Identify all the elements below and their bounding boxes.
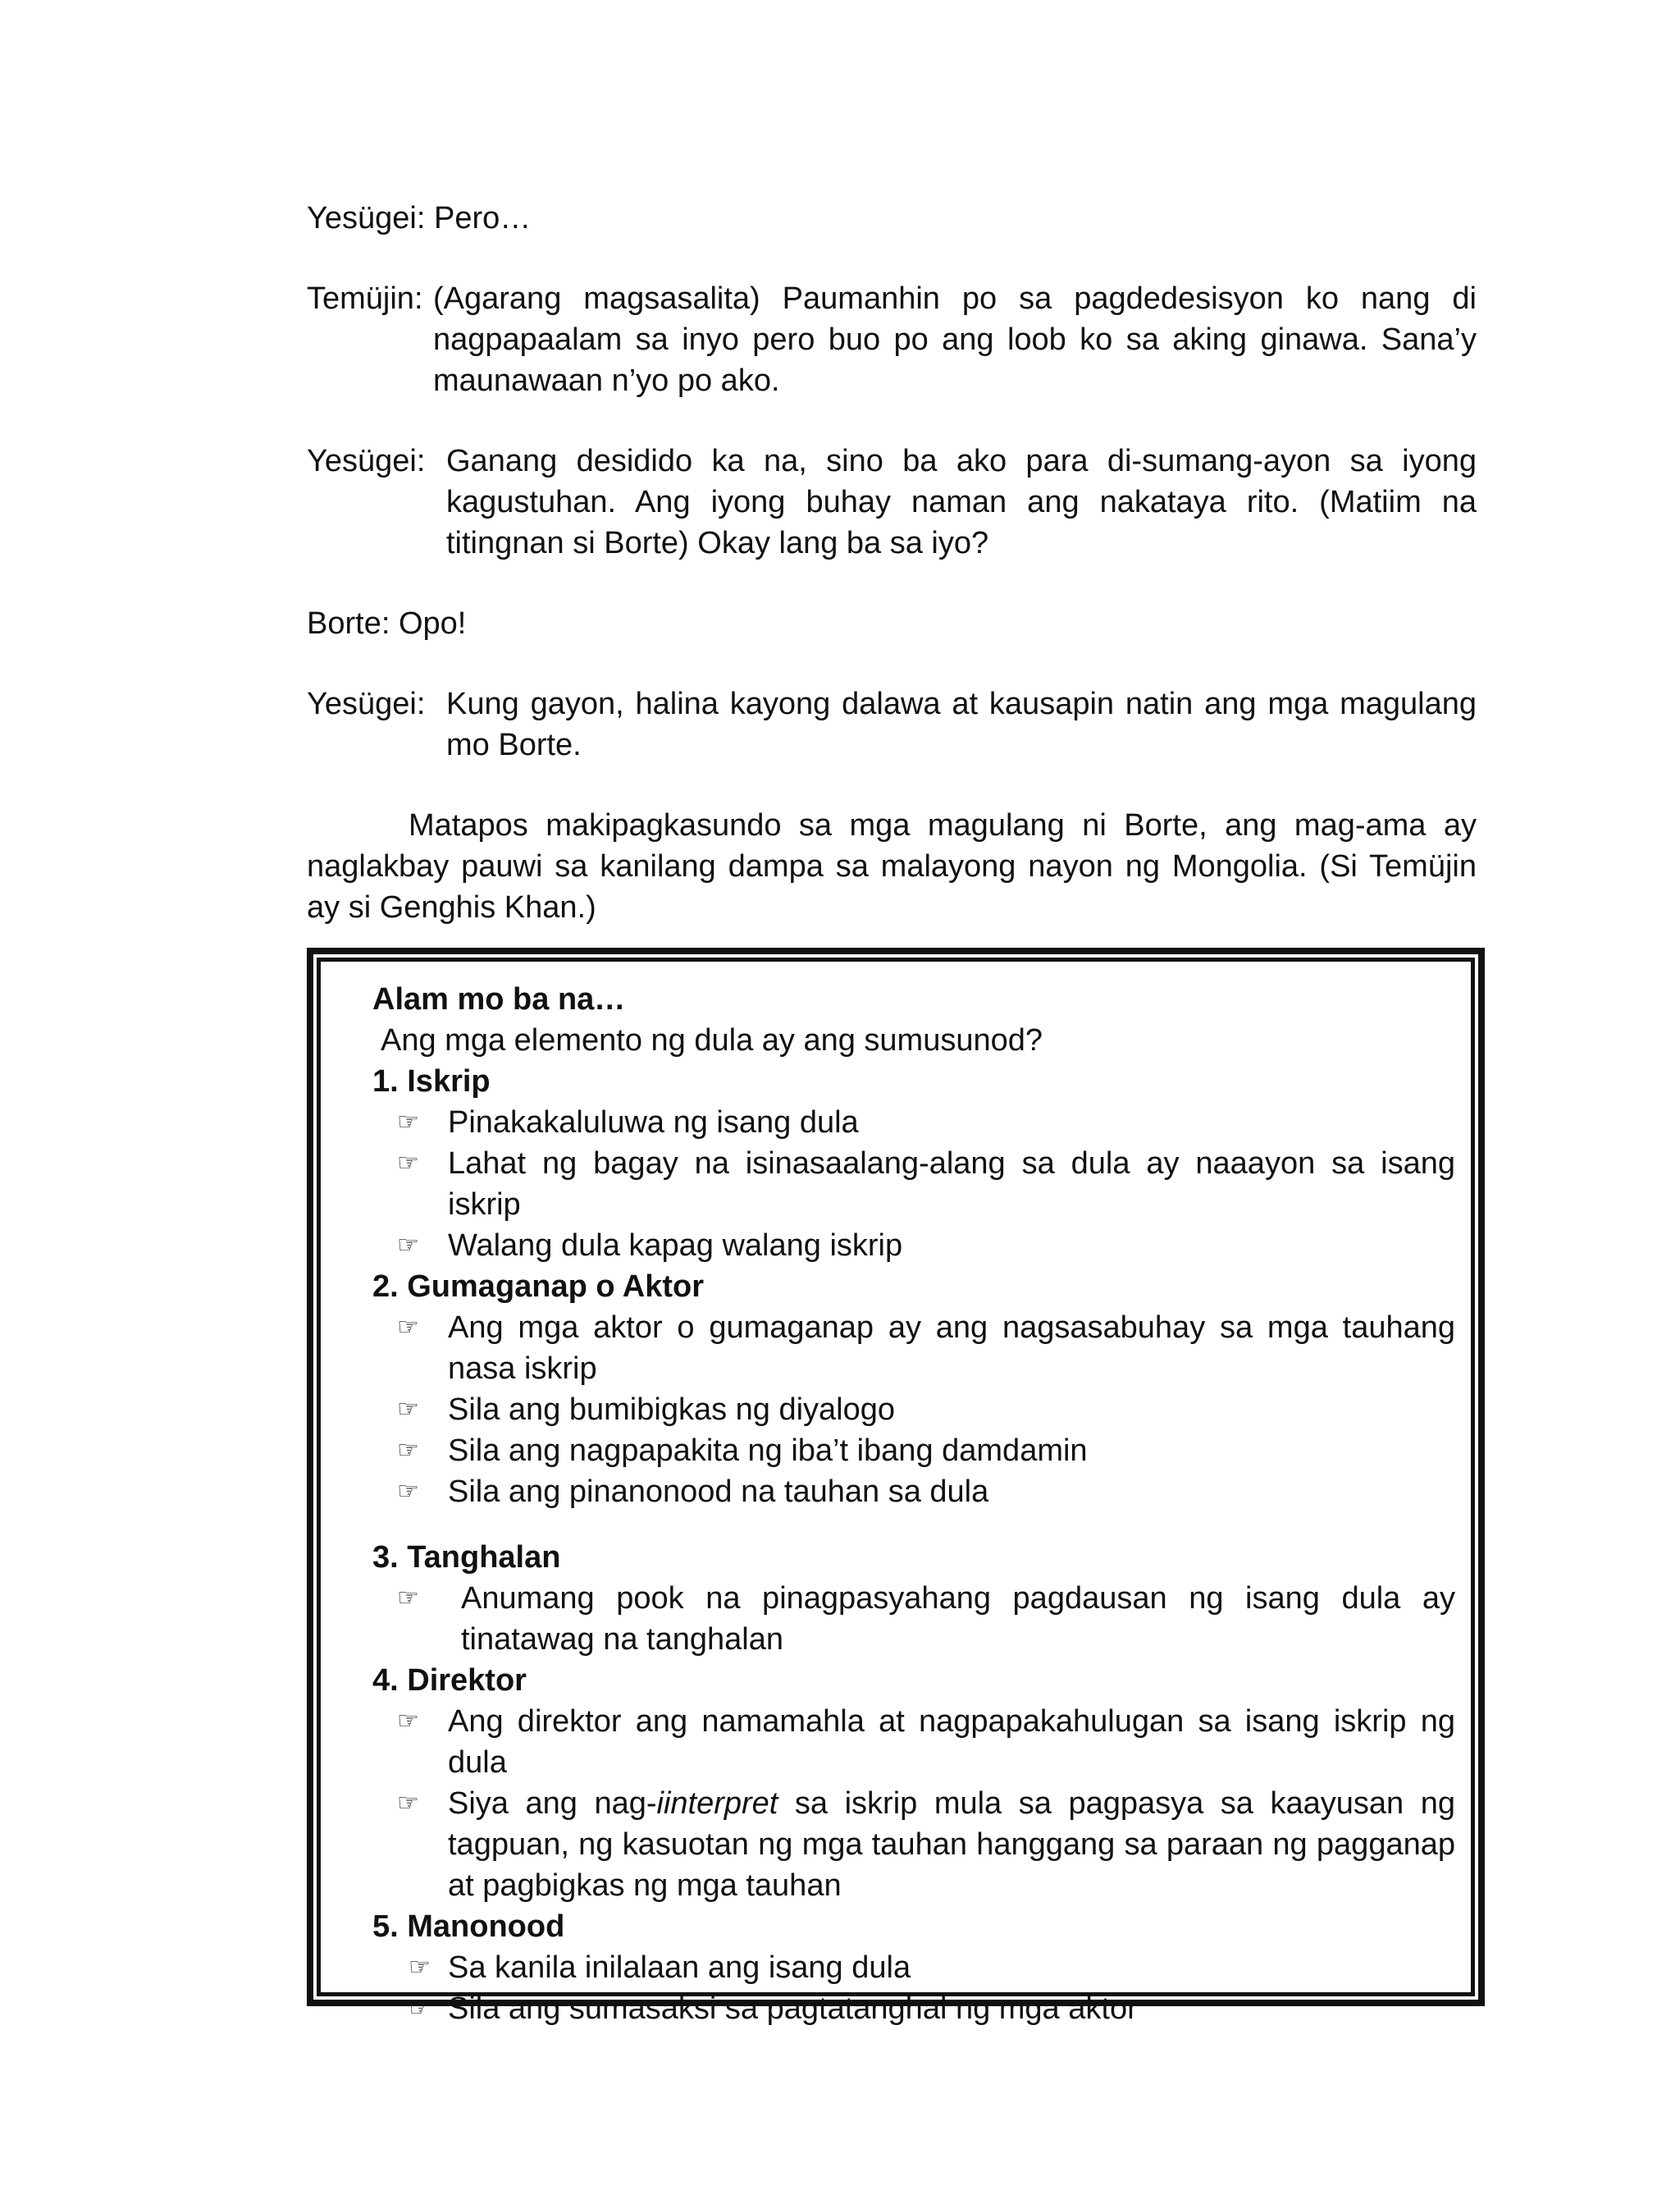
item-text: Sa kanila inilalaan ang isang dula: [448, 1950, 911, 1985]
bullet-list: [372, 1947, 1455, 2029]
speaker-name: Borte:: [307, 606, 390, 641]
dialogue-line: [307, 198, 1477, 239]
dialogue-line: [307, 603, 1477, 644]
pointing-hand-icon: ☞: [397, 1108, 419, 1136]
list-item: [372, 1102, 1455, 1143]
speaker-name: Yesügei:: [307, 444, 426, 478]
bullet-list: [372, 1307, 1455, 1512]
pointing-hand-icon: ☞: [397, 1584, 419, 1612]
narration-paragraph: Matapos makipagkasundo sa mga magulang ni Borte, ang mag-ama ay naglakbay pauwi sa kanilang dampa sa malayong nayon ng Mongolia. (Si Temüjin ay si Genghis Khan.): [307, 808, 1477, 925]
dialogue-line: [307, 278, 1477, 401]
item-text: Anumang pook na pinagpasyahang pagdausan ng isang dula ay tinatawag na tanghalan: [461, 1581, 1455, 1657]
section-title: 5. Manonood: [372, 1909, 565, 1944]
item-text: Sila ang sumasaksi sa pagtatanghal ng mga aktor: [448, 1991, 1138, 2026]
dialogue-section: [307, 198, 1477, 928]
list-item: [372, 1430, 1455, 1471]
list-item: [372, 1471, 1455, 1512]
pointing-hand-icon: ☞: [397, 1707, 419, 1735]
pointing-hand-icon: ☞: [397, 1313, 419, 1342]
section-title: 4. Direktor: [372, 1663, 527, 1698]
bullet-list: [372, 1701, 1455, 1906]
pointing-hand-icon: ☞: [409, 1994, 431, 2023]
bullet-list: [372, 1102, 1455, 1266]
box-intro: Ang mga elemento ng dula ay ang sumusunod?: [381, 1023, 1043, 1058]
list-item: [372, 1578, 1455, 1660]
info-box: [307, 948, 1485, 2026]
spacer: [372, 1512, 1455, 1537]
item-text: Sila ang nagpapakita ng iba’t ibang damdamin: [448, 1433, 1088, 1468]
dialogue-line: [307, 684, 1477, 766]
bullet-list: [372, 1578, 1455, 1660]
list-item: [372, 1143, 1455, 1225]
dialogue-text: Opo!: [398, 606, 467, 641]
dialogue-text: Pero…: [433, 201, 532, 235]
list-item: [372, 1988, 1455, 2029]
item-text: Sila ang pinanonood na tauhan sa dula: [448, 1474, 989, 1509]
dialogue-text: Ganang desidido ka na, sino ba ako para di-sumang-ayon sa iyong kagustuhan. Ang iyong buhay naman ang nakataya rito. (Matiim na titingnan si Borte) Okay lang ba sa iyo?: [446, 444, 1477, 560]
speaker-name: Yesügei:: [307, 687, 426, 721]
pointing-hand-icon: ☞: [397, 1395, 419, 1424]
pointing-hand-icon: ☞: [397, 1477, 419, 1506]
section-title: 2. Gumaganap o Aktor: [372, 1269, 704, 1304]
item-text: Lahat ng bagay na isinasaalang-alang sa dula ay naaayon sa isang iskrip: [448, 1146, 1455, 1222]
item-text: Ang direktor ang namamahla at nagpapakahulugan sa isang iskrip ng dula: [448, 1704, 1455, 1780]
box-heading: Alam mo ba na…: [372, 982, 626, 1017]
item-text: Sila ang bumibigkas ng diyalogo: [448, 1392, 896, 1427]
info-box-content: [372, 979, 1455, 2029]
speaker-name: Yesügei:: [307, 201, 426, 235]
dialogue-line: [307, 441, 1477, 564]
dialogue-text: (Agarang magsasalita) Paumanhin po sa pagdedesisyon ko nang di nagpapaalam sa inyo pero buo po ang loob ko sa aking ginawa. Sana’y maunawaan n’yo po ako.: [433, 281, 1477, 398]
item-text: Pinakakaluluwa ng isang dula: [448, 1105, 859, 1140]
pointing-hand-icon: ☞: [397, 1231, 419, 1260]
pointing-hand-icon: ☞: [397, 1436, 419, 1465]
list-item: [372, 1307, 1455, 1389]
pointing-hand-icon: ☞: [397, 1149, 419, 1177]
list-item: [372, 1783, 1455, 1906]
item-text: Ang mga aktor o gumaganap ay ang nagsasabuhay sa mga tauhang nasa iskrip: [448, 1310, 1455, 1386]
list-item: [372, 1389, 1455, 1430]
speaker-name: Temüjin:: [307, 281, 423, 316]
section-title: 3. Tanghalan: [372, 1540, 561, 1575]
item-text: sa iskrip mula sa pagpasya sa kaayusan ng tagpuan, ng kasuotan ng mga tauhan hanggang sa paraan ng pagganap at pagbigkas ng mga tauhan: [448, 1786, 1455, 1903]
section-title: 1. Iskrip: [372, 1064, 491, 1099]
list-item: [372, 1225, 1455, 1266]
list-item: [372, 1947, 1455, 1988]
pointing-hand-icon: ☞: [409, 1953, 431, 1982]
list-item: [372, 1701, 1455, 1783]
pointing-hand-icon: ☞: [397, 1789, 419, 1817]
dialogue-text: Kung gayon, halina kayong dalawa at kausapin natin ang mga magulang mo Borte.: [446, 687, 1477, 762]
item-text: Siya ang nag-: [448, 1786, 657, 1821]
item-text: Walang dula kapag walang iskrip: [448, 1228, 903, 1263]
italic-term: iinterpret: [656, 1786, 778, 1821]
